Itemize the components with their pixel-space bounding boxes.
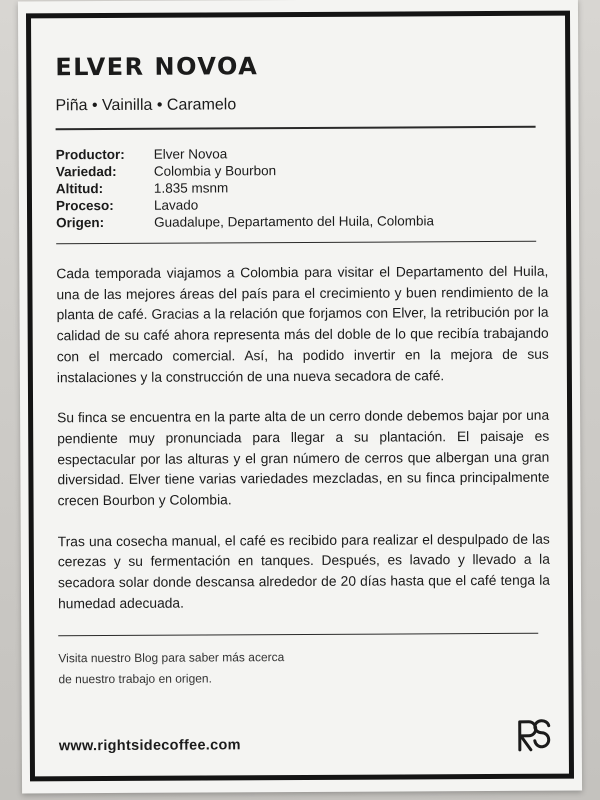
blog-note	[58, 646, 550, 691]
spec-label: Altitud:	[55, 180, 104, 196]
card-border	[26, 11, 574, 782]
rightside-logo	[514, 716, 554, 756]
paragraph: Cada temporada viajamos a Colombia para visitar el Departamento del Huila, una de las mejores áreas del país para el crecimiento y buen rendimiento de la planta de café. Gracias a la relación que forjamos con Elver, la retribución por la calidad de su café ahora representa más del doble de lo que recibía trabajando con el mercado comercial. Así, ha podido invertir en la mejora de sus instalaciones y la construcción de una nueva secadora de café.	[56, 263, 549, 385]
divider	[56, 126, 536, 130]
blog-note-line: de nuestro trabajo en origen.	[58, 671, 212, 687]
spec-label: Variedad:	[55, 163, 117, 179]
story-text	[56, 262, 550, 615]
spec-label: Proceso:	[55, 197, 114, 213]
divider	[58, 632, 538, 636]
spec-value: Lavado	[153, 197, 199, 213]
producer-title: ELVER NOVOA	[55, 52, 259, 82]
paragraph: Tras una cosecha manual, el café es recibido para realizar el despulpado de las cerezas y su fermentación en tanques. Después, es lavado y llevado a la secadora solar donde descansa alrededor de 20 días hasta que el café tenga la humedad adecuada.	[57, 531, 551, 612]
spec-value: Colombia y Bourbon	[153, 162, 277, 179]
spec-label: Productor:	[55, 146, 125, 162]
specs-list	[56, 143, 548, 231]
spec-label: Origen:	[56, 214, 105, 230]
tasting-notes: Piña • Vainilla • Caramelo	[55, 96, 237, 115]
spec-value: Guadalupe, Departamento del Huila, Colombia	[154, 212, 435, 230]
card-content	[55, 46, 551, 755]
spec-value: Elver Novoa	[153, 145, 228, 162]
spec-value: 1.835 msnm	[153, 179, 229, 196]
paragraph: Su finca se encuentra en la parte alta de un cerro donde debemos bajar por una pendiente muy pronunciada para llegar a su plantación. El paisaje es espectacular por las alturas y el gran número de cerros que albergan una gran diversidad. Elver tiene varias variedades mezcladas, en su finca principalmente crecen Bourbon y Colombia.	[57, 407, 550, 509]
coffee-info-card	[18, 0, 582, 793]
divider	[56, 240, 536, 244]
spec-row-origen	[56, 211, 548, 231]
website-url: www.rightsidecoffee.com	[58, 737, 241, 755]
blog-note-line: Visita nuestro Blog para saber más acerca	[58, 650, 285, 666]
